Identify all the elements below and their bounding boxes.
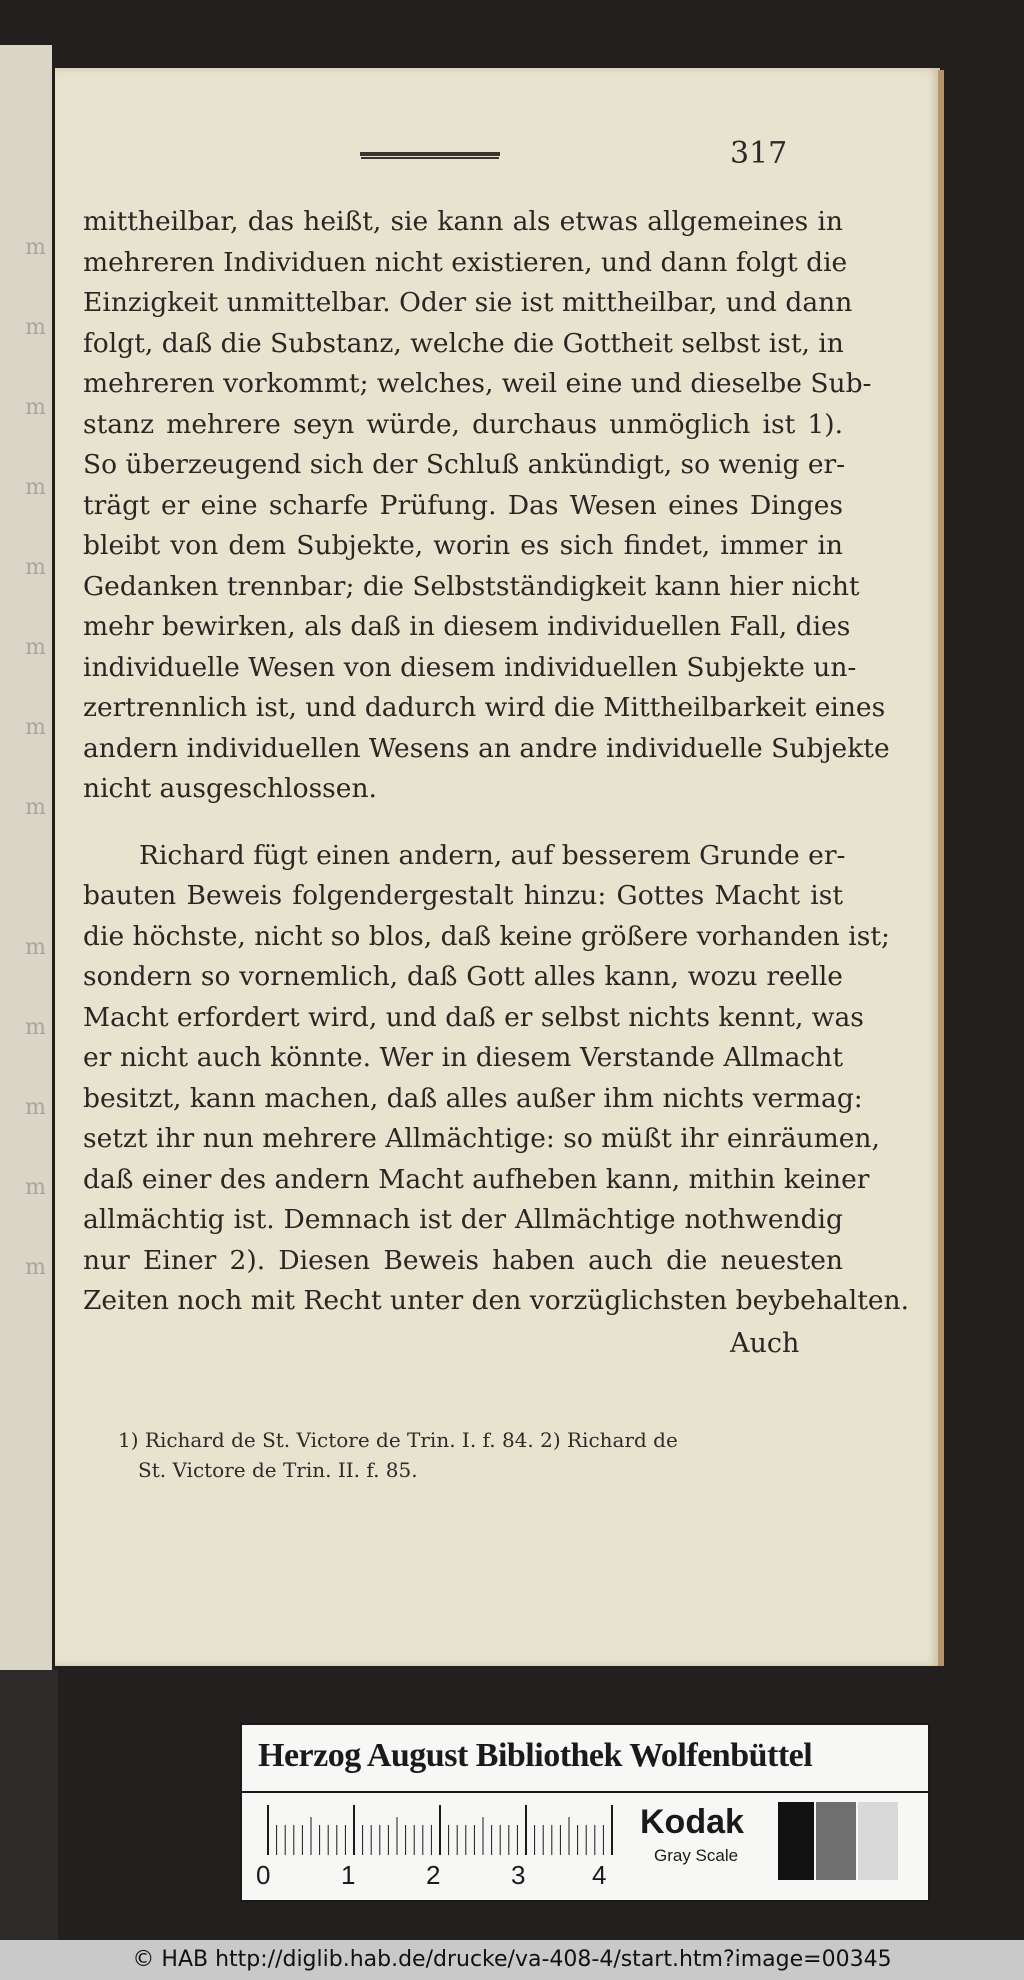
ruler-number: 4 — [592, 1860, 607, 1890]
ruler-number: 0 — [256, 1860, 271, 1890]
text-line: die höchste, nicht so blos, daß keine größere vorhanden ist; — [83, 920, 890, 952]
ruler-number: 3 — [511, 1860, 526, 1890]
text-line: mehr bewirken, als daß in diesem individuellen Fall, dies — [83, 611, 851, 642]
gray-patch-light — [858, 1802, 898, 1880]
text-line: Zeiten noch mit Recht unter den vorzüglichsten beybehalten. — [83, 1285, 910, 1316]
text-line: allmächtig ist. Demnach ist der Allmächtige nothwendig — [83, 1204, 843, 1235]
text-line: nur Einer 2). Diesen Beweis haben auch die neuesten — [83, 1244, 843, 1276]
copyright-footer: © HAB http://diglib.hab.de/drucke/va-408-4/start.htm?image=00345 — [0, 1940, 1024, 1980]
text-line: So überzeugend sich der Schluß ankündigt, so wenig er- — [83, 449, 846, 480]
text-line: Macht erfordert wird, und daß er selbst nichts kennt, was — [83, 1001, 864, 1033]
text-line: sondern so vornemlich, daß Gott alles kann, wozu reelle — [83, 961, 843, 992]
color-target-card — [240, 1723, 930, 1902]
text-line: er nicht auch könnte. Wer in diesem Verstande Allmacht — [83, 1042, 843, 1073]
text-line: individuelle Wesen von diesem individuellen Subjekte un- — [83, 651, 857, 683]
kodak-logo: Kodak — [640, 1803, 744, 1841]
library-name: Herzog August Bibliothek Wolfenbüttel — [258, 1737, 813, 1774]
gray-patch-dark — [778, 1802, 814, 1880]
ruler-number: 1 — [341, 1860, 356, 1890]
text-line: folgt, daß die Substanz, welche die Gottheit selbst ist, in — [83, 327, 844, 359]
text-line: daß einer des andern Macht aufheben kann, mithin keiner — [83, 1163, 870, 1195]
page-number: 317 — [730, 136, 788, 171]
book-page — [55, 68, 940, 1666]
text-line: Richard fügt einen andern, auf besserem Grunde er- — [139, 839, 846, 871]
card-divider — [242, 1791, 928, 1793]
binding-shadow — [0, 1670, 58, 1940]
text-line: Einzigkeit unmittelbar. Oder sie ist mittheilbar, und dann — [83, 287, 853, 318]
text-line: bauten Beweis folgendergestalt hinzu: Gottes Macht ist — [83, 880, 843, 911]
gray-patch-mid — [816, 1802, 856, 1880]
text-line: mittheilbar, das heißt, sie kann als etwas allgemeines in — [83, 206, 843, 237]
text-line: Gedanken trennbar; die Selbstständigkeit kann hier nicht — [83, 570, 860, 602]
ruler-number: 2 — [426, 1860, 441, 1890]
text-line: bleibt von dem Subjekte, worin es sich findet, immer in — [83, 530, 843, 561]
text-line: besitzt, kann machen, daß alles außer ihm nichts vermag: — [83, 1082, 863, 1114]
body-text — [83, 202, 910, 1322]
paragraph-1 — [83, 202, 890, 810]
footnotes — [118, 1425, 838, 1485]
ruler-scale — [264, 1803, 614, 1863]
text-line: zertrennlich ist, und dadurch wird die Mittheilbarkeit eines — [83, 692, 886, 723]
text-line: trägt er eine scharfe Prüfung. Das Wesen eines Dinges — [83, 489, 843, 521]
text-line: mehreren Individuen nicht existieren, und dann folgt die — [83, 246, 848, 278]
page-fore-edge — [938, 70, 944, 1666]
catchword: Auch — [730, 1328, 800, 1359]
text-line: setzt ihr nun mehrere Allmächtige: so müßt ihr einräumen, — [83, 1123, 880, 1154]
gray-scale-label: Gray Scale — [654, 1846, 739, 1865]
text-line: nicht ausgeschlossen. — [83, 773, 377, 804]
text-line: mehreren vorkommt; welches, weil eine und dieselbe Sub- — [83, 368, 872, 399]
paragraph-2 — [83, 836, 910, 1322]
text-line: andern individuellen Wesens an andre individuelle Subjekte — [83, 732, 890, 764]
footnote-line: St. Victore de Trin. II. f. 85. — [138, 1458, 418, 1482]
text-line: stanz mehrere seyn würde, durchaus unmöglich ist 1). — [83, 408, 843, 440]
footnote-line: 1) Richard de St. Victore de Trin. I. f. 84. 2) Richard de — [118, 1428, 678, 1452]
header-rule — [360, 152, 500, 156]
facing-page-edge: m m m m m m m m m m m m m — [0, 45, 52, 1670]
